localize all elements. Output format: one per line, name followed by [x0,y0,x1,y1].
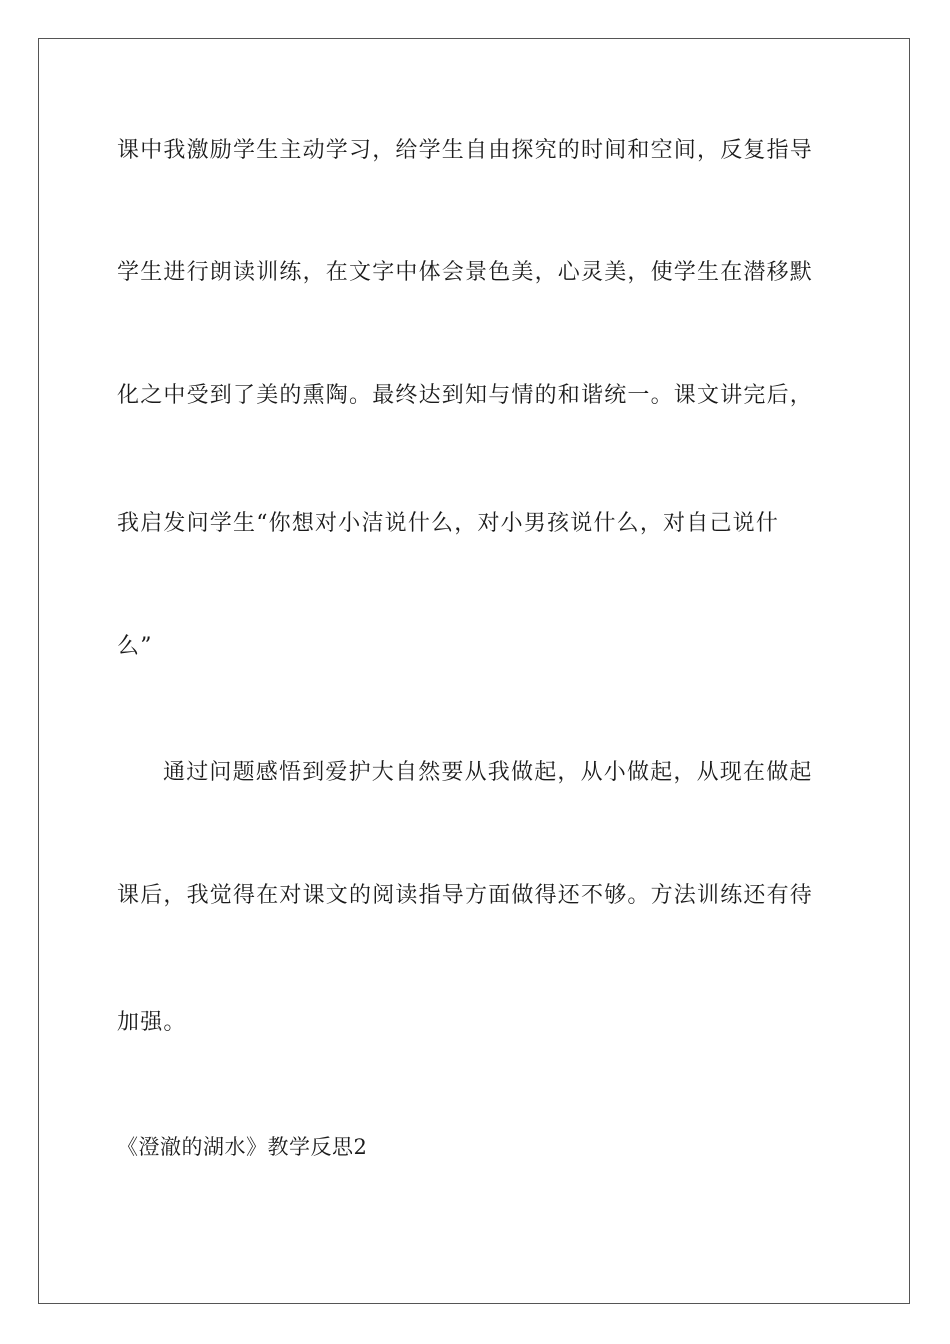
paragraph-line-1: 课中我激励学生主动学习，给学生自由探究的时间和空间，反复指导 [117,138,814,163]
page-frame [38,38,910,1304]
paragraph-line-8: 加强。 [117,1010,187,1035]
paragraph-line-4: 我启发问学生“你想对小洁说什么，对小男孩说什么，对自己说什 [117,511,780,536]
paragraph-line-6: 通过问题感悟到爱护大自然要从我做起，从小做起，从现在做起 [163,760,813,785]
section-heading: 《澄澈的湖水》教学反思2 [117,1135,368,1159]
paragraph-line-2: 学生进行朗读训练，在文字中体会景色美，心灵美，使学生在潜移默 [117,260,814,285]
paragraph-line-7: 课后，我觉得在对课文的阅读指导方面做得还不够。方法训练还有待 [117,883,814,908]
paragraph-line-5: 么” [117,634,153,659]
paragraph-line-3: 化之中受到了美的熏陶。最终达到知与情的和谐统一。课文讲完后， [117,383,814,408]
